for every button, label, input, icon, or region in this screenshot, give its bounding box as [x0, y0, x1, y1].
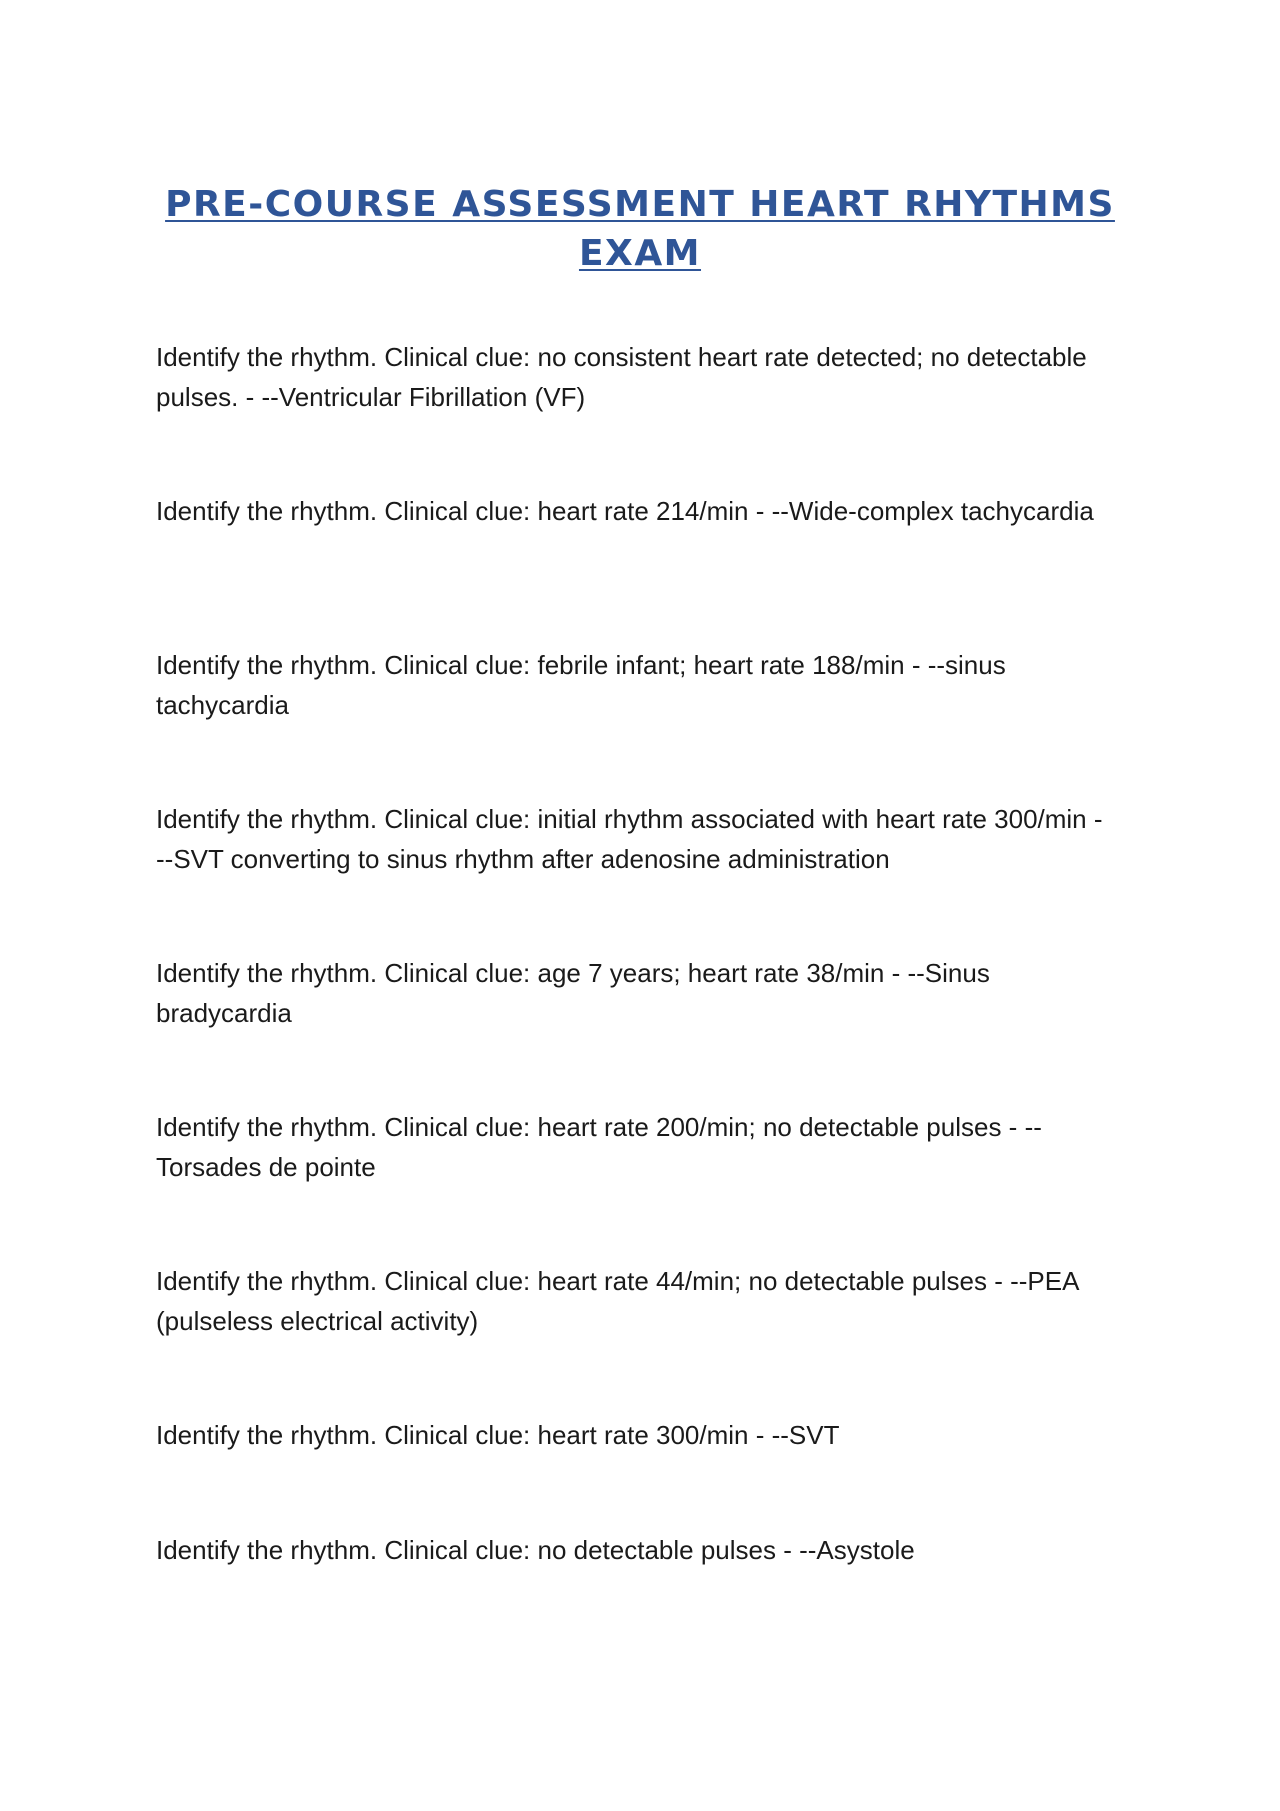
question-item-8: Identify the rhythm. Clinical clue: heart rate 300/min - --SVT [156, 1420, 840, 1450]
document-title: PRE-COURSE ASSESSMENT HEART RHYTHMS EXAM [165, 184, 1115, 274]
question-item-2: Identify the rhythm. Clinical clue: heart rate 214/min - --Wide-complex tachycardia [156, 496, 1094, 526]
question-item-3: Identify the rhythm. Clinical clue: febrile infant; heart rate 188/min - --sinus tachycardia [156, 650, 1006, 720]
question-item-4: Identify the rhythm. Clinical clue: initial rhythm associated with heart rate 300/min - --SVT converting to sinus rhythm after adenosine administration [156, 804, 1103, 874]
question-item-7: Identify the rhythm. Clinical clue: heart rate 44/min; no detectable pulses - --PEA (pulseless electrical activity) [156, 1266, 1079, 1336]
question-item-6: Identify the rhythm. Clinical clue: heart rate 200/min; no detectable pulses - --Torsades de pointe [156, 1112, 1042, 1182]
question-item-1: Identify the rhythm. Clinical clue: no consistent heart rate detected; no detectable pulses. - --Ventricular Fibrillation (VF) [156, 342, 1087, 412]
question-item-5: Identify the rhythm. Clinical clue: age 7 years; heart rate 38/min - --Sinus bradycardia [156, 958, 990, 1028]
question-item-9: Identify the rhythm. Clinical clue: no detectable pulses - --Asystole [156, 1535, 915, 1565]
